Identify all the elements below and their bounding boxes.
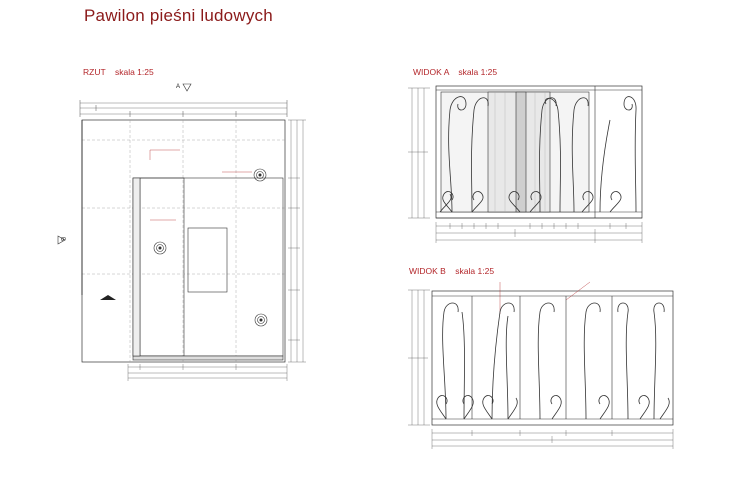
widok-b-scale: skala 1:25 [455,266,495,276]
north-arrow [100,295,116,300]
section-mark-b-label: B [59,236,66,242]
section-arrow-b [58,236,65,244]
widok-a-name: WIDOK A [413,67,449,77]
section-mark-a-label: A [176,84,181,90]
elevation-a [408,86,642,243]
widok-a-scale: skala 1:25 [458,67,498,77]
elevation-b [408,282,673,449]
rzut-scale: skala 1:25 [114,67,154,77]
rzut-name: RZUT [83,67,106,77]
plan-view [58,84,306,381]
sheet-title: Pawilon pieśni ludowych [84,6,273,25]
widok-b-name: WIDOK B [409,266,446,276]
section-arrow-a [183,84,191,91]
rosette-marks [154,169,267,326]
